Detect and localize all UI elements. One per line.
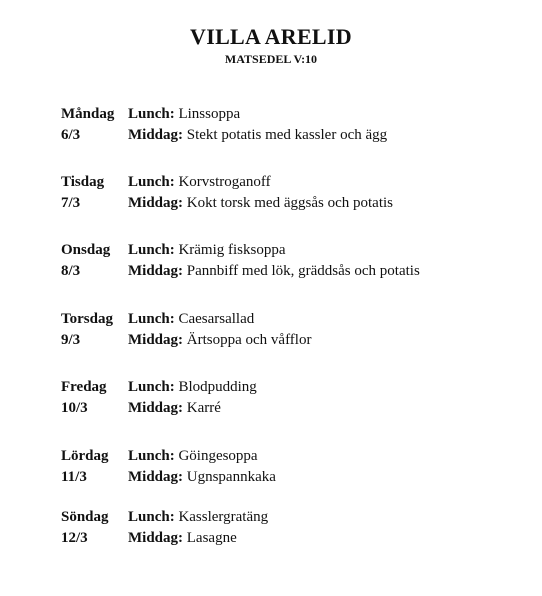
lunch-dish: Korvstroganoff bbox=[178, 174, 271, 190]
dinner-dish: Lasagne bbox=[186, 530, 237, 546]
day-saturday bbox=[61, 446, 531, 488]
lunch-dish: Blodpudding bbox=[178, 379, 257, 395]
lunch-label: Lunch: bbox=[128, 106, 175, 122]
day-date: 11/3 bbox=[61, 469, 87, 485]
lunch-label: Lunch: bbox=[128, 509, 175, 525]
day-date: 10/3 bbox=[61, 400, 88, 416]
day-date: 12/3 bbox=[61, 530, 88, 546]
day-name: Lördag bbox=[61, 448, 109, 464]
day-monday bbox=[61, 104, 531, 146]
day-friday bbox=[61, 377, 531, 419]
lunch-dish: Linssoppa bbox=[178, 106, 241, 122]
day-wednesday bbox=[61, 240, 531, 282]
lunch-dish: Caesarsallad bbox=[178, 311, 255, 327]
page-title: VILLA ARELID bbox=[190, 24, 352, 49]
day-name: Måndag bbox=[61, 106, 115, 122]
dinner-label: Middag: bbox=[128, 469, 184, 485]
day-date: 9/3 bbox=[61, 332, 81, 348]
day-name: Söndag bbox=[61, 509, 109, 525]
day-sunday bbox=[61, 507, 531, 549]
lunch-label: Lunch: bbox=[128, 242, 175, 258]
day-name: Torsdag bbox=[61, 311, 113, 327]
day-date: 6/3 bbox=[61, 127, 81, 143]
day-date: 7/3 bbox=[61, 195, 81, 211]
dinner-dish: Ugnspannkaka bbox=[186, 469, 276, 485]
dinner-label: Middag: bbox=[128, 530, 184, 546]
lunch-dish: Kasslergratäng bbox=[178, 509, 269, 525]
day-name: Fredag bbox=[61, 379, 107, 395]
dinner-dish: Ärtsoppa och våfflor bbox=[186, 332, 312, 348]
dinner-label: Middag: bbox=[128, 332, 184, 348]
dinner-dish: Kokt torsk med äggsås och potatis bbox=[186, 195, 393, 211]
lunch-dish: Göingesoppa bbox=[178, 448, 258, 464]
day-date: 8/3 bbox=[61, 263, 81, 279]
dinner-label: Middag: bbox=[128, 195, 184, 211]
page-subtitle: MATSEDEL V:10 bbox=[224, 52, 318, 66]
lunch-label: Lunch: bbox=[128, 379, 175, 395]
lunch-dish: Krämig fisksoppa bbox=[178, 242, 286, 258]
day-name: Tisdag bbox=[61, 174, 105, 190]
day-thursday bbox=[61, 309, 531, 351]
dinner-dish: Stekt potatis med kassler och ägg bbox=[186, 127, 388, 143]
dinner-label: Middag: bbox=[128, 400, 184, 416]
dinner-label: Middag: bbox=[128, 263, 184, 279]
dinner-label: Middag: bbox=[128, 127, 184, 143]
dinner-dish: Pannbiff med lök, gräddsås och potatis bbox=[186, 263, 420, 279]
day-name: Onsdag bbox=[61, 242, 111, 258]
lunch-label: Lunch: bbox=[128, 174, 175, 190]
lunch-label: Lunch: bbox=[128, 448, 175, 464]
lunch-label: Lunch: bbox=[128, 311, 175, 327]
dinner-dish: Karré bbox=[186, 400, 221, 416]
day-tuesday bbox=[61, 172, 531, 214]
